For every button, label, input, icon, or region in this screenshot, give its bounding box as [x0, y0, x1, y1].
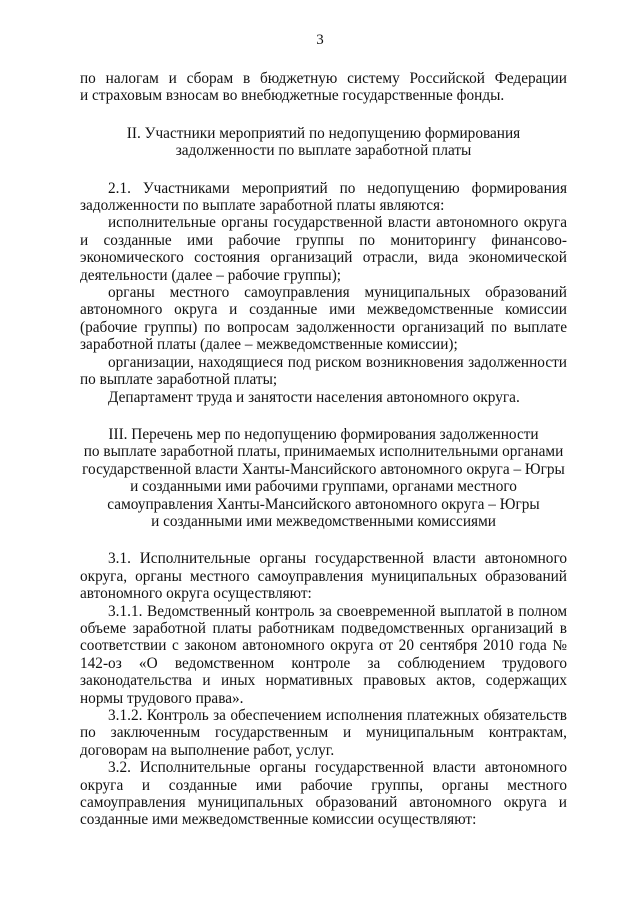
intro-line-1: по налогам и сборам в бюджетную систему Российской Федерации — [80, 70, 567, 87]
paragraph-2-1: 2.1. Участниками мероприятий по недопущению формирования задолженности по выплате заработной платы являются: — [80, 179, 567, 215]
section3-heading-line-4: и созданными ими рабочими группами, органами местного — [130, 478, 517, 496]
page-number: 3 — [316, 32, 324, 48]
paragraph-3-2: 3.2. Исполнительные органы государственной власти автономного округа и созданные ими рабочие группы, органы местного самоуправления муниципальных образований автономного округа и созданные ими межведомственные комиссии осуществляют: — [80, 759, 567, 829]
participant-item-3: организации, находящиеся под риском возникновения задолженности по выплате заработной платы; — [80, 353, 567, 389]
paragraph-3-1-1: 3.1.1. Ведомственный контроль за своевременной выплатой в полном объеме заработной платы работникам подведомственных организаций в соответствии с законом автономного округа от 20 сентября 2010 года № 142-оз «О ведомственном контроле за соблюдением трудового законодательства и иных нормативных правовых актов, содержащих нормы трудового права». — [80, 602, 567, 707]
section2-heading-line-1: II. Участники мероприятий по недопущению формирования — [126, 124, 521, 142]
paragraph-3-1: 3.1. Исполнительные органы государственной власти автономного округа, органы местного самоуправления муниципальных образований автономного округа осуществляют: — [80, 550, 567, 603]
section3-heading-line-6: и созданными ими межведомственными комиссиями — [151, 512, 496, 530]
intro-line-2: и страховым взносам во внебюджетные государственные фонды. — [80, 87, 505, 105]
section3-heading-line-5: самоуправления Ханты-Мансийского автономного округа – Югры — [107, 495, 540, 513]
participant-item-2: органы местного самоуправления муниципальных образований автономного округа и созданные ими межведомственные комиссии (рабочие группы) по вопросам задолженности организаций по выплате заработной платы (далее – межведомственные комиссии); — [80, 284, 567, 354]
section3-heading-line-3: государственной власти Ханты-Мансийского автономного округа – Югры — [82, 460, 565, 478]
participant-item-4: Департамент труда и занятости населения автономного округа. — [108, 388, 520, 406]
paragraph-3-1-2: 3.1.2. Контроль за обеспечением исполнения платежных обязательств по заключенным государственным и муниципальным контрактам, договорам на выполнение работ, услуг. — [80, 707, 567, 759]
section3-heading-line-1: III. Перечень мер по недопущению формирования задолженности — [108, 425, 539, 443]
section2-heading-line-2: задолженности по выплате заработной платы — [175, 142, 472, 160]
participant-item-1: исполнительные органы государственной власти автономного округа и созданные ими рабочие группы по мониторингу финансово-экономического состояния организаций отрасли, вида экономической деятельности (далее – рабочие группы); — [80, 214, 567, 284]
section3-heading-line-2: по выплате заработной платы, принимаемых исполнительными органами — [83, 443, 564, 461]
page-content — [80, 70, 567, 829]
